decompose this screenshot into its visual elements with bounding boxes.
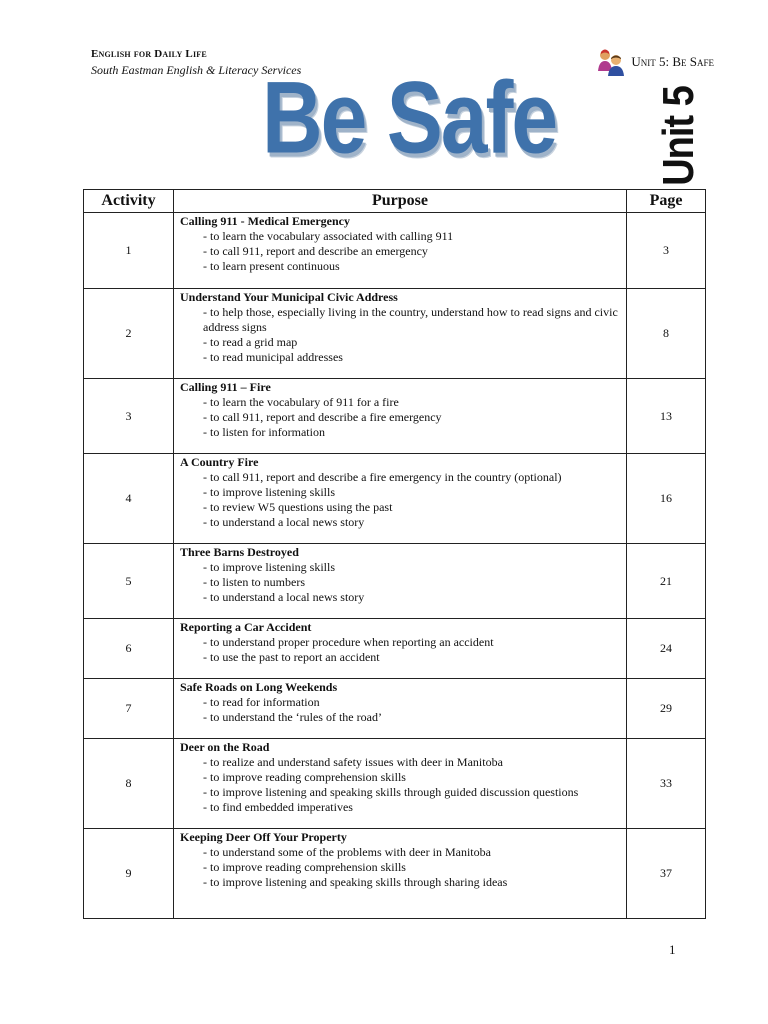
page-title: Be Safe xyxy=(262,59,557,175)
purpose-item: - to improve listening and speaking skills through sharing ideas xyxy=(203,875,508,889)
activity-title: Deer on the Road xyxy=(180,740,270,754)
activity-number: 3 xyxy=(84,379,174,454)
activity-number: 1 xyxy=(84,213,174,289)
page-reference: 33 xyxy=(627,739,706,829)
activity-title: Three Barns Destroyed xyxy=(180,545,299,559)
purpose-item: - to learn present continuous xyxy=(203,259,340,273)
people-icon xyxy=(595,47,625,77)
table-header-row xyxy=(84,190,706,213)
purpose-cell xyxy=(174,379,627,454)
organization-name: South Eastman English & Literacy Services xyxy=(91,63,302,77)
activity-title: Calling 911 – Fire xyxy=(180,380,271,394)
purpose-item: - to read for information xyxy=(203,695,320,709)
purpose-item: - to read municipal addresses xyxy=(203,350,343,364)
header-purpose: Purpose xyxy=(174,190,627,213)
purpose-item: - to understand a local news story xyxy=(203,515,365,529)
series-title: English for Daily Life xyxy=(91,48,207,60)
page-reference: 29 xyxy=(627,679,706,739)
purpose-item: - to understand some of the problems with deer in Manitoba xyxy=(203,845,491,859)
table-row xyxy=(84,213,706,289)
page-reference: 21 xyxy=(627,544,706,619)
table-row xyxy=(84,289,706,379)
table-row xyxy=(84,679,706,739)
purpose-item: - to listen for information xyxy=(203,425,325,439)
purpose-item: - to call 911, report and describe an emergency xyxy=(203,244,428,258)
purpose-cell xyxy=(174,544,627,619)
table-row xyxy=(84,454,706,544)
page-reference: 37 xyxy=(627,829,706,919)
purpose-item: - to improve reading comprehension skills xyxy=(203,860,406,874)
purpose-item: - to call 911, report and describe a fire emergency in the country (optional) xyxy=(203,470,562,484)
purpose-item: - to learn the vocabulary associated with calling 911 xyxy=(203,229,454,243)
activity-title: Calling 911 - Medical Emergency xyxy=(180,214,350,228)
purpose-item: - to improve reading comprehension skills xyxy=(203,770,406,784)
purpose-item: - to find embedded imperatives xyxy=(203,800,353,814)
purpose-cell xyxy=(174,829,627,919)
purpose-item: - to understand the ‘rules of the road’ xyxy=(203,710,382,724)
page-reference: 16 xyxy=(627,454,706,544)
table-row xyxy=(84,619,706,679)
purpose-item: - to review W5 questions using the past xyxy=(203,500,393,514)
purpose-cell xyxy=(174,289,627,379)
header-activity: Activity xyxy=(84,190,174,213)
activity-title: A Country Fire xyxy=(180,455,259,469)
purpose-item: - to improve listening skills xyxy=(203,485,335,499)
activity-title: Understand Your Municipal Civic Address xyxy=(180,290,398,304)
activity-number: 5 xyxy=(84,544,174,619)
header-page: Page xyxy=(627,190,706,213)
unit-label-vertical xyxy=(655,86,704,186)
unit-header xyxy=(595,47,714,77)
activity-number: 2 xyxy=(84,289,174,379)
activity-title: Keeping Deer Off Your Property xyxy=(180,830,347,844)
page-reference: 13 xyxy=(627,379,706,454)
table-row xyxy=(84,544,706,619)
purpose-item: - to use the past to report an accident xyxy=(203,650,380,664)
activity-number: 4 xyxy=(84,454,174,544)
purpose-cell xyxy=(174,619,627,679)
purpose-cell xyxy=(174,739,627,829)
purpose-item: - to help those, especially living in the country, understand how to read signs and civic address signs xyxy=(203,305,618,334)
purpose-item: - to improve listening and speaking skills through guided discussion questions xyxy=(203,785,579,799)
activity-number: 7 xyxy=(84,679,174,739)
activity-number: 9 xyxy=(84,829,174,919)
table-row xyxy=(84,829,706,919)
page-reference: 3 xyxy=(627,213,706,289)
activity-number: 8 xyxy=(84,739,174,829)
page-reference: 8 xyxy=(627,289,706,379)
purpose-item: - to call 911, report and describe a fire emergency xyxy=(203,410,442,424)
page-reference: 24 xyxy=(627,619,706,679)
purpose-item: - to read a grid map xyxy=(203,335,298,349)
unit-label-text: Unit 5 xyxy=(655,86,704,186)
purpose-item: - to improve listening skills xyxy=(203,560,335,574)
purpose-item: - to realize and understand safety issues with deer in Manitoba xyxy=(203,755,503,769)
activity-table xyxy=(83,189,706,919)
activity-number: 6 xyxy=(84,619,174,679)
table-body xyxy=(84,213,706,919)
purpose-item: - to listen to numbers xyxy=(203,575,305,589)
purpose-cell xyxy=(174,213,627,289)
table-row xyxy=(84,739,706,829)
table-row xyxy=(84,379,706,454)
purpose-item: - to learn the vocabulary of 911 for a fire xyxy=(203,395,399,409)
purpose-cell xyxy=(174,454,627,544)
unit-title: Unit 5: Be Safe xyxy=(631,54,714,69)
page-number: 1 xyxy=(669,942,676,957)
purpose-item: - to understand a local news story xyxy=(203,590,365,604)
activity-title: Safe Roads on Long Weekends xyxy=(180,680,338,694)
purpose-item: - to understand proper procedure when reporting an accident xyxy=(203,635,494,649)
activity-title: Reporting a Car Accident xyxy=(180,620,312,634)
purpose-cell xyxy=(174,679,627,739)
